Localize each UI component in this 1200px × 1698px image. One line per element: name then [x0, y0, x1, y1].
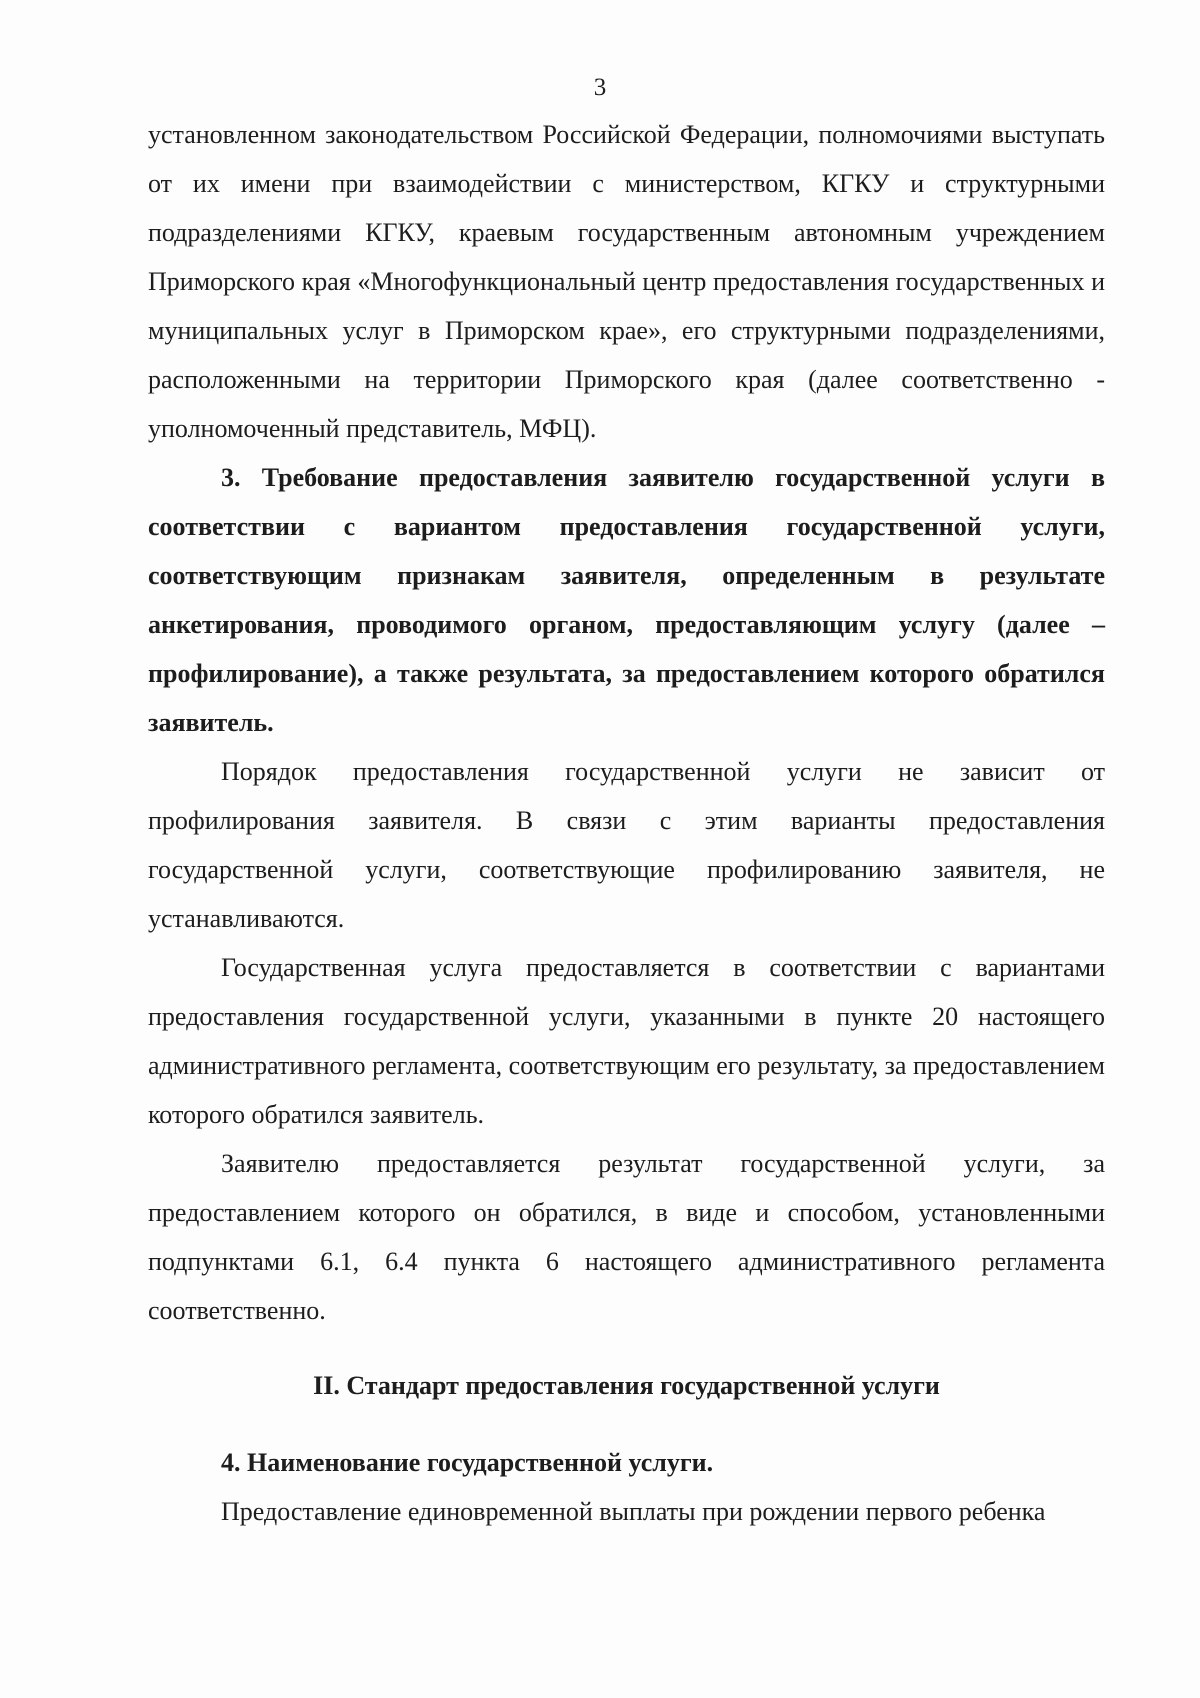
page-number: 3 — [593, 74, 607, 101]
spacer — [148, 1410, 1105, 1438]
paragraph-continuation: установленном законодательством Российской Федерации, полномочиями выступать от их имени при взаимодействии с министерством, КГКУ и структурными подразделениями КГКУ, краевым государственным автономным учреждением Приморского края «Многофункциональный центр предоставления государственных и муниципальных услуг в Приморском крае», его структурными подразделениями, расположенными на территории Приморского края (далее соответственно - уполномоченный представитель, МФЦ). — [148, 120, 1105, 443]
subheading-service-name: 4. Наименование государственной услуги. — [221, 1448, 714, 1477]
paragraph-service-name: Предоставление единовременной выплаты при рождении первого ребенка — [221, 1497, 1046, 1526]
paragraph-result: Заявителю предоставляется результат государственной услуги, за предоставлением которого он обратился, в виде и способом, установленными подпунктами 6.1, 6.4 пункта 6 настоящего административного регламента соответственно. — [148, 1149, 1105, 1325]
paragraph-service-variants: Государственная услуга предоставляется в соответствии с вариантами предоставления государственной услуги, указанными в пункте 20 настоящего административного регламента, соответствующим его результату, за предоставлением которого обратился заявитель. — [148, 953, 1105, 1129]
paragraph-procedure: Порядок предоставления государственной услуги не зависит от профилирования заявителя. В связи с этим варианты предоставления государственной услуги, соответствующие профилированию заявителя, не устанавливаются. — [148, 757, 1105, 933]
section-title: II. Стандарт предоставления государственной услуги — [313, 1371, 940, 1400]
spacer — [148, 1335, 1105, 1361]
paragraph-requirement-heading: 3. Требование предоставления заявителю государственной услуги в соответствии с вариантом предоставления государственной услуги, соответствующим признакам заявителя, определенным в результате анкетирования, проводимого органом, предоставляющим услугу (далее – профилирование), а также результата, за предоставлением которого обратился заявитель. — [148, 463, 1105, 737]
document-body — [148, 110, 1105, 1536]
